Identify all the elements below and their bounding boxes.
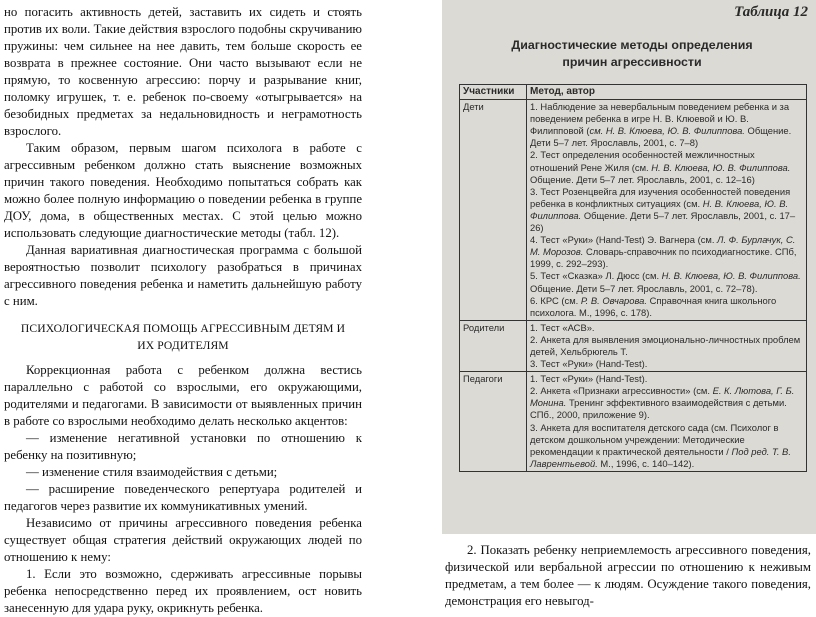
table-title bbox=[462, 37, 802, 71]
table-row bbox=[460, 372, 807, 472]
method-item-tail: Справочная книга школьного психолога. М., 1996, с. 178). bbox=[530, 294, 777, 318]
method-item-ital: Р. В. Овчарова. bbox=[580, 294, 647, 306]
method-cell bbox=[527, 320, 807, 371]
method-item-plain: 3. Тест «Руки» (Hand-Test). bbox=[530, 358, 648, 370]
participant-cell: Родители bbox=[460, 320, 527, 371]
method-item bbox=[530, 385, 803, 421]
method-item-ital: Н. В. Клюева, Ю. В. Филиппова. bbox=[530, 197, 789, 221]
participant-cell: Дети bbox=[460, 100, 527, 321]
method-item-ital: Н. В. Клюева, Ю. В. Филиппова. bbox=[661, 270, 801, 282]
method-item-tail: Общение. Дети 5–7 лет. Ярославль, 2001, с. 72–78). bbox=[530, 282, 758, 294]
diagnostics-table bbox=[459, 84, 807, 472]
dash-item-3: — расширение поведенческого репертуара родителей и педагогов через развитие их коммуникативных умений. bbox=[4, 482, 362, 513]
method-item-ital: см. Н. В. Клюева, Ю. В. Филиппова. bbox=[589, 125, 745, 137]
method-item bbox=[530, 322, 803, 334]
dash-item-1: — изменение негативной установки по отношению к ребенку на позитивную; bbox=[4, 431, 362, 462]
paragraph-4: Коррекционная работа с ребенком должна вестись параллельно с работой со взрослыми, его окружающими, родителями и педагогами. В зависимости от выявленных причин в работе со взрослыми необходимо делать несколько акцентов: bbox=[4, 363, 362, 428]
dash-item-2: — изменение стиля взаимодействия с детьми; bbox=[26, 465, 278, 479]
method-item-plain: 3. Анкета для воспитателя детского сада (см. Психолог в детском дошкольном учреждении: Методические рекомендации к практической деятельности / bbox=[530, 421, 779, 457]
method-cell bbox=[527, 100, 807, 321]
method-item bbox=[530, 149, 803, 185]
participant-cell: Педагоги bbox=[460, 372, 527, 472]
method-item-ital: Н. В. Клюева, Ю. В. Филиппова. bbox=[651, 161, 791, 173]
right-text-column bbox=[445, 542, 811, 610]
method-item-tail: Словарь-справочник по психодиагностике. СПб, 1999, с. 292–293). bbox=[530, 246, 797, 270]
method-item bbox=[530, 373, 803, 385]
table-number: Таблица 12 bbox=[734, 4, 808, 20]
method-item bbox=[530, 234, 803, 270]
method-item bbox=[530, 422, 803, 470]
method-item-plain: 5. Тест «Сказка» Л. Дюсс (см. bbox=[530, 270, 662, 282]
table-title-line-2: причин агрессивности bbox=[562, 55, 702, 69]
method-item-ital: Под ред. Т. В. Лаврентьевой. bbox=[530, 445, 791, 469]
method-item-plain: 1. Тест «Руки» (Hand-Test). bbox=[530, 373, 648, 385]
method-item-plain: 3. Тест Розенцвейга для изучения особенностей поведения ребенка в конфликтных ситуациях (см. bbox=[530, 185, 791, 209]
paragraph-6: 1. Если это возможно, сдерживать агрессивные порывы ребенка непосредственно перед их проявлением, ост новить занесенную для удара руку, окрикнуть ребенка. bbox=[4, 567, 362, 615]
table-row bbox=[460, 320, 807, 371]
method-item-plain: 1. Тест «АСВ». bbox=[530, 321, 595, 333]
paragraph-2: Таким образом, первым шагом психолога в работе с агрессивным ребенком должно стать выяснение возможных причин такого поведения. Необходимо попытаться собрать как можно более полную информацию о поведении ребенка в группе ДОУ, дома, в общественных местах. С этой целью можно использовать следующие диагностические методы (табл. 12). bbox=[4, 141, 362, 240]
method-item bbox=[530, 334, 803, 358]
table-body bbox=[460, 100, 807, 472]
method-item bbox=[530, 295, 803, 319]
subheading-line-2: ИХ РОДИТЕЛЯМ bbox=[137, 339, 229, 352]
subheading-line-1: ПСИХОЛОГИЧЕСКАЯ ПОМОЩЬ АГРЕССИВНЫМ ДЕТЯМ И bbox=[20, 322, 346, 335]
method-item-tail: Общение. Дети 5–7 лет. Ярославль, 2001, с. 17–26) bbox=[530, 209, 796, 234]
right-paragraph-1: 2. Показать ребенку неприемлемость агрессивного поведения, физической или вербальной агрессии по отношению к неживым предметам, а тем более — к людям. Осуждение такого поведения, демонстрация его невыгод- bbox=[445, 543, 811, 608]
method-item-tail: Тренинг эффективного взаимодействия с детьми. СПб., 2000, приложение 9). bbox=[530, 397, 787, 421]
method-item bbox=[530, 186, 803, 234]
method-item-plain: 2. Анкета для выявления эмоционально-личностных проблем детей, Хельбрюгель Т. bbox=[530, 333, 801, 357]
method-item-tail: Общение. Дети 5–7 лет. Ярославль, 2001, с. 12–16) bbox=[530, 173, 755, 185]
table-title-line-1: Диагностические методы определения bbox=[511, 38, 753, 52]
method-item bbox=[530, 101, 803, 149]
header-method: Метод, автор bbox=[527, 85, 807, 100]
left-text-column bbox=[4, 4, 362, 617]
method-item bbox=[530, 358, 803, 370]
header-participants: Участники bbox=[460, 85, 527, 100]
method-item-tail: Общение. Дети 5–7 лет. Ярославль, 2001, с. 7–8) bbox=[530, 125, 792, 149]
paragraph-5: Независимо от причины агрессивного поведения ребенка существует общая стратегия действий окружающих людей по отношению к нему: bbox=[4, 516, 362, 564]
table-header-row bbox=[460, 85, 807, 100]
method-item-plain: 4. Тест «Руки» (Hand-Test) Э. Вагнера (см. bbox=[530, 234, 718, 246]
method-item-ital: Е. К. Лютова, Г. Б. Монина. bbox=[530, 385, 795, 409]
table-row bbox=[460, 100, 807, 321]
paragraph-1: но погасить активность детей, заставить их сидеть и стоять против их воли. Такие действия взрослого подобны скручиванию пружины: чем сильнее на нее давить, тем больше скорость ее возврата в прежнее состояние. Они часто вызывают если не прямую, то косвенную агрессию: порчу и разрывание книг, поломку игрушек, т. е. ребенок по-своему «отыгрывается» на безобидных предметах за недальновидность и неграмотность взрослого. bbox=[4, 5, 362, 138]
scanned-table-image bbox=[442, 0, 816, 534]
method-item-plain: 6. КРС (см. bbox=[530, 294, 581, 306]
section-subheading bbox=[4, 320, 362, 354]
method-item bbox=[530, 270, 803, 294]
method-cell bbox=[527, 372, 807, 472]
method-item-tail: М., 1996, с. 140–142). bbox=[597, 457, 695, 469]
method-item-plain: 1. Наблюдение за невербальным поведением ребенка и за поведением ребенка в игре Н. В. Клюевой и Ю. В. Филипповой ( bbox=[530, 101, 790, 137]
method-item-plain: 2. Тест определения особенностей межличностных отношений Рене Жиля (см. bbox=[530, 149, 755, 173]
paragraph-3: Данная вариативная диагностическая программа с большой вероятностью позволит психологу разобраться в причинах агрессивного поведения ребенка и наметить дальнейшую работу с ним. bbox=[4, 243, 362, 308]
method-item-plain: 2. Анкета «Признаки агрессивности» (см. bbox=[530, 385, 713, 397]
method-item-ital: Л. Ф. Бурлачук, С. М. Морозов. bbox=[530, 234, 796, 258]
